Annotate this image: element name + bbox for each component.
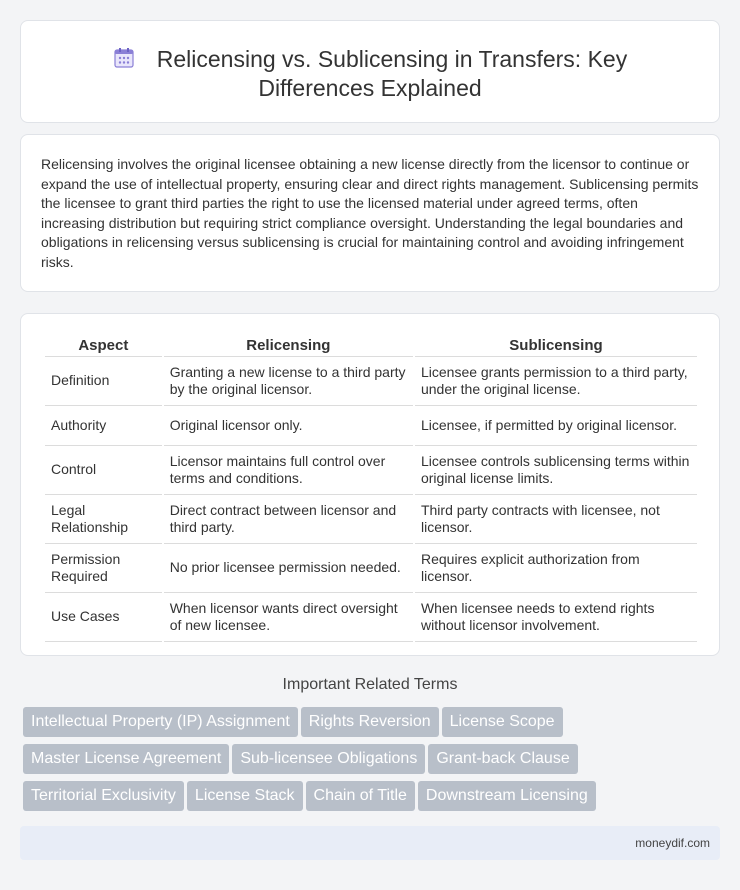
table-row: [45, 357, 697, 406]
table-row: [45, 544, 697, 593]
comparison-table: [43, 335, 699, 642]
table-row: [45, 495, 697, 544]
cell-aspect: Definition: [45, 357, 162, 406]
cell-aspect: Authority: [45, 406, 162, 446]
intro-paragraph: Relicensing involves the original licensee obtaining a new license directly from the licensor to continue or expand the use of intellectual property, ensuring clear and direct rights management. Sublicensing permits the licensee to grant third parties the right to use the licensed material under agreed terms, often increasing distribution but requiring strict compliance oversight. Understanding the legal boundaries and obligations in relicensing versus sublicensing is crucial for maintaining control and avoiding infringement risks.: [41, 156, 699, 270]
tag-row: [23, 744, 713, 781]
related-terms-list: [23, 707, 713, 818]
cell-sublicensing: Licensee, if permitted by original licensor.: [415, 406, 697, 446]
table-row: [45, 593, 697, 642]
header-card: [20, 20, 720, 123]
cell-sublicensing: Licensee controls sublicensing terms within original license limits.: [415, 446, 697, 495]
title-line-1: Relicensing vs. Sublicensing in Transfers: Key: [156, 46, 628, 72]
term-tag[interactable]: Chain of Title: [306, 781, 415, 811]
term-tag[interactable]: Sub-licensee Obligations: [232, 744, 425, 774]
tag-row: [23, 707, 713, 744]
cell-sublicensing: Third party contracts with licensee, not licensor.: [415, 495, 697, 544]
tag-row: [23, 781, 713, 818]
cell-sublicensing: Licensee grants permission to a third party, under the original license.: [415, 357, 697, 406]
footer-bar: [20, 826, 720, 860]
table-row: [45, 406, 697, 446]
related-terms-title: Important Related Terms: [282, 676, 458, 693]
cell-relicensing: When licensor wants direct oversight of new licensee.: [164, 593, 413, 642]
page-title: [21, 45, 719, 103]
calendar-icon: [113, 47, 135, 69]
cell-relicensing: Direct contract between licensor and third party.: [164, 495, 413, 544]
cell-relicensing: Granting a new license to a third party by the original licensor.: [164, 357, 413, 406]
footer-site[interactable]: moneydif.com: [635, 836, 710, 850]
cell-sublicensing: When licensee needs to extend rights without licensor involvement.: [415, 593, 697, 642]
term-tag[interactable]: Downstream Licensing: [418, 781, 596, 811]
term-tag[interactable]: Intellectual Property (IP) Assignment: [23, 707, 298, 737]
header-sublicensing: Sublicensing: [415, 335, 697, 357]
cell-sublicensing: Requires explicit authorization from licensor.: [415, 544, 697, 593]
term-tag[interactable]: Territorial Exclusivity: [23, 781, 184, 811]
cell-relicensing: No prior licensee permission needed.: [164, 544, 413, 593]
table-row: [45, 446, 697, 495]
intro-card: [20, 134, 720, 292]
cell-aspect: Control: [45, 446, 162, 495]
cell-relicensing: Licensor maintains full control over terms and conditions.: [164, 446, 413, 495]
cell-aspect: Permission Required: [45, 544, 162, 593]
header-relicensing: Relicensing: [164, 335, 413, 357]
header-aspect: Aspect: [45, 335, 162, 357]
term-tag[interactable]: Master License Agreement: [23, 744, 229, 774]
cell-relicensing: Original licensor only.: [164, 406, 413, 446]
term-tag[interactable]: License Stack: [187, 781, 303, 811]
title-line-2: Differences Explained: [258, 75, 482, 101]
term-tag[interactable]: License Scope: [442, 707, 563, 737]
cell-aspect: Legal Relationship: [45, 495, 162, 544]
cell-aspect: Use Cases: [45, 593, 162, 642]
comparison-card: [20, 313, 720, 656]
term-tag[interactable]: Grant-back Clause: [428, 744, 577, 774]
term-tag[interactable]: Rights Reversion: [301, 707, 439, 737]
table-header-row: [45, 335, 697, 357]
